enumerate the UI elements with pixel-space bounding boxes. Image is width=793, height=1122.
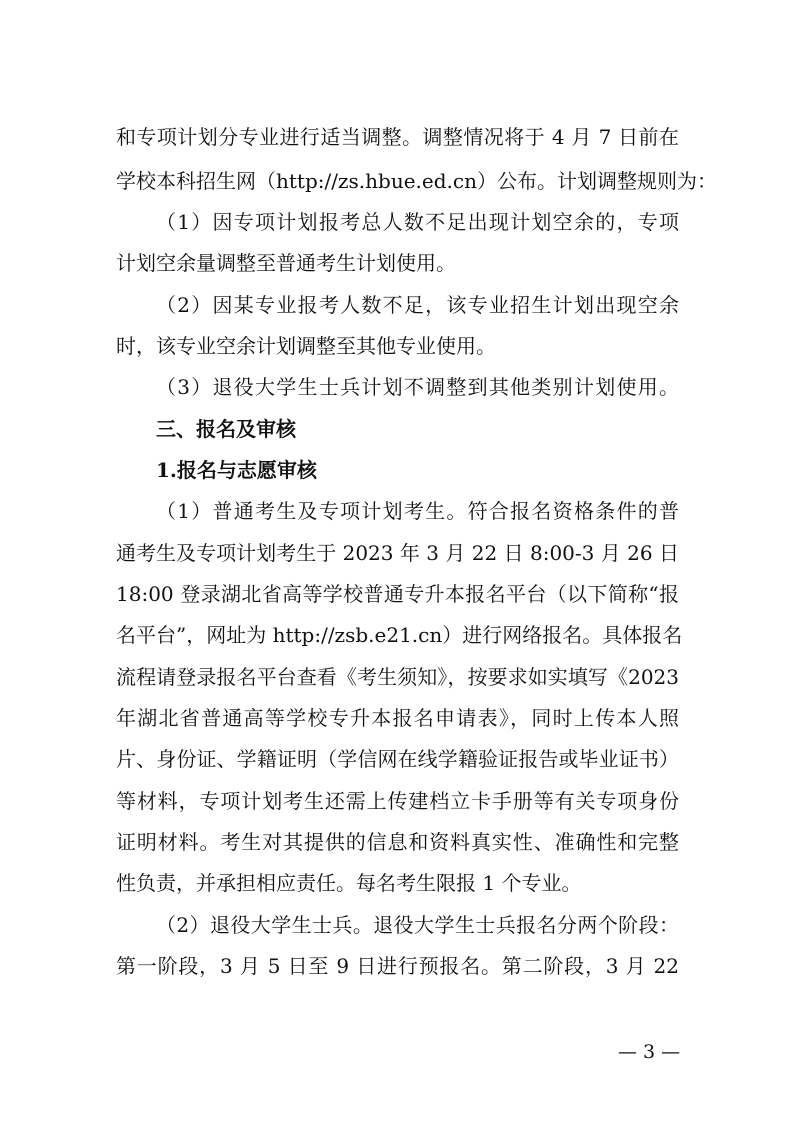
section-heading: 三、报名及审核	[156, 417, 296, 441]
paragraph-start: （2）退役大学生士兵。退役大学生士兵报名分两个阶段：	[156, 913, 679, 937]
page-number: — 3 —	[618, 1041, 681, 1063]
body-text-line: 第一阶段，3 月 5 日至 9 日进行预报名。第二阶段，3 月 22	[116, 954, 679, 978]
body-text-line: 证明材料。考生对其提供的信息和资料真实性、准确性和完整	[116, 830, 679, 854]
rule-item-2: （2）因某专业报考人数不足，该专业招生计划出现空余	[156, 293, 679, 317]
subsection-heading: 1.报名与志愿审核	[156, 458, 317, 482]
body-text-line: 年湖北省普通高等学校专升本报名申请表》，同时上传本人照	[116, 706, 679, 730]
body-text-line: 学校本科招生网（http://zs.hbue.ed.cn）公布。计划调整规则为：	[116, 169, 717, 193]
body-text-line: 和专项计划分专业进行适当调整。调整情况将于 4 月 7 日前在	[116, 125, 679, 149]
body-text-line: 时，该专业空余计划调整至其他专业使用。	[116, 334, 496, 358]
body-text-line: 18:00 登录湖北省高等学校普通专升本报名平台（以下简称“报	[116, 582, 679, 606]
body-text-line: 计划空余量调整至普通考生计划使用。	[116, 251, 456, 275]
paragraph-start: （1）普通考生及专项计划考生。符合报名资格条件的普	[156, 499, 679, 523]
rule-item-1: （1）因专项计划报考总人数不足出现计划空余的，专项	[156, 210, 679, 234]
body-text-line: 名平台”，网址为 http://zsb.e21.cn）进行网络报名。具体报名	[116, 623, 683, 647]
body-text-line: 流程请登录报名平台查看《考生须知》，按要求如实填写《2023	[116, 665, 679, 689]
rule-item-3: （3）退役大学生士兵计划不调整到其他类别计划使用。	[156, 375, 679, 399]
body-text-line: 通考生及专项计划考生于 2023 年 3 月 22 日 8:00-3 月 26 日	[116, 541, 679, 565]
body-text-line: 等材料，专项计划考生还需上传建档立卡手册等有关专项身份	[116, 789, 679, 813]
body-text-line: 片、身份证、学籍证明（学信网在线学籍验证报告或毕业证书）	[116, 747, 679, 771]
body-text-line: 性负责，并承担相应责任。每名考生限报 1 个专业。	[116, 871, 582, 895]
